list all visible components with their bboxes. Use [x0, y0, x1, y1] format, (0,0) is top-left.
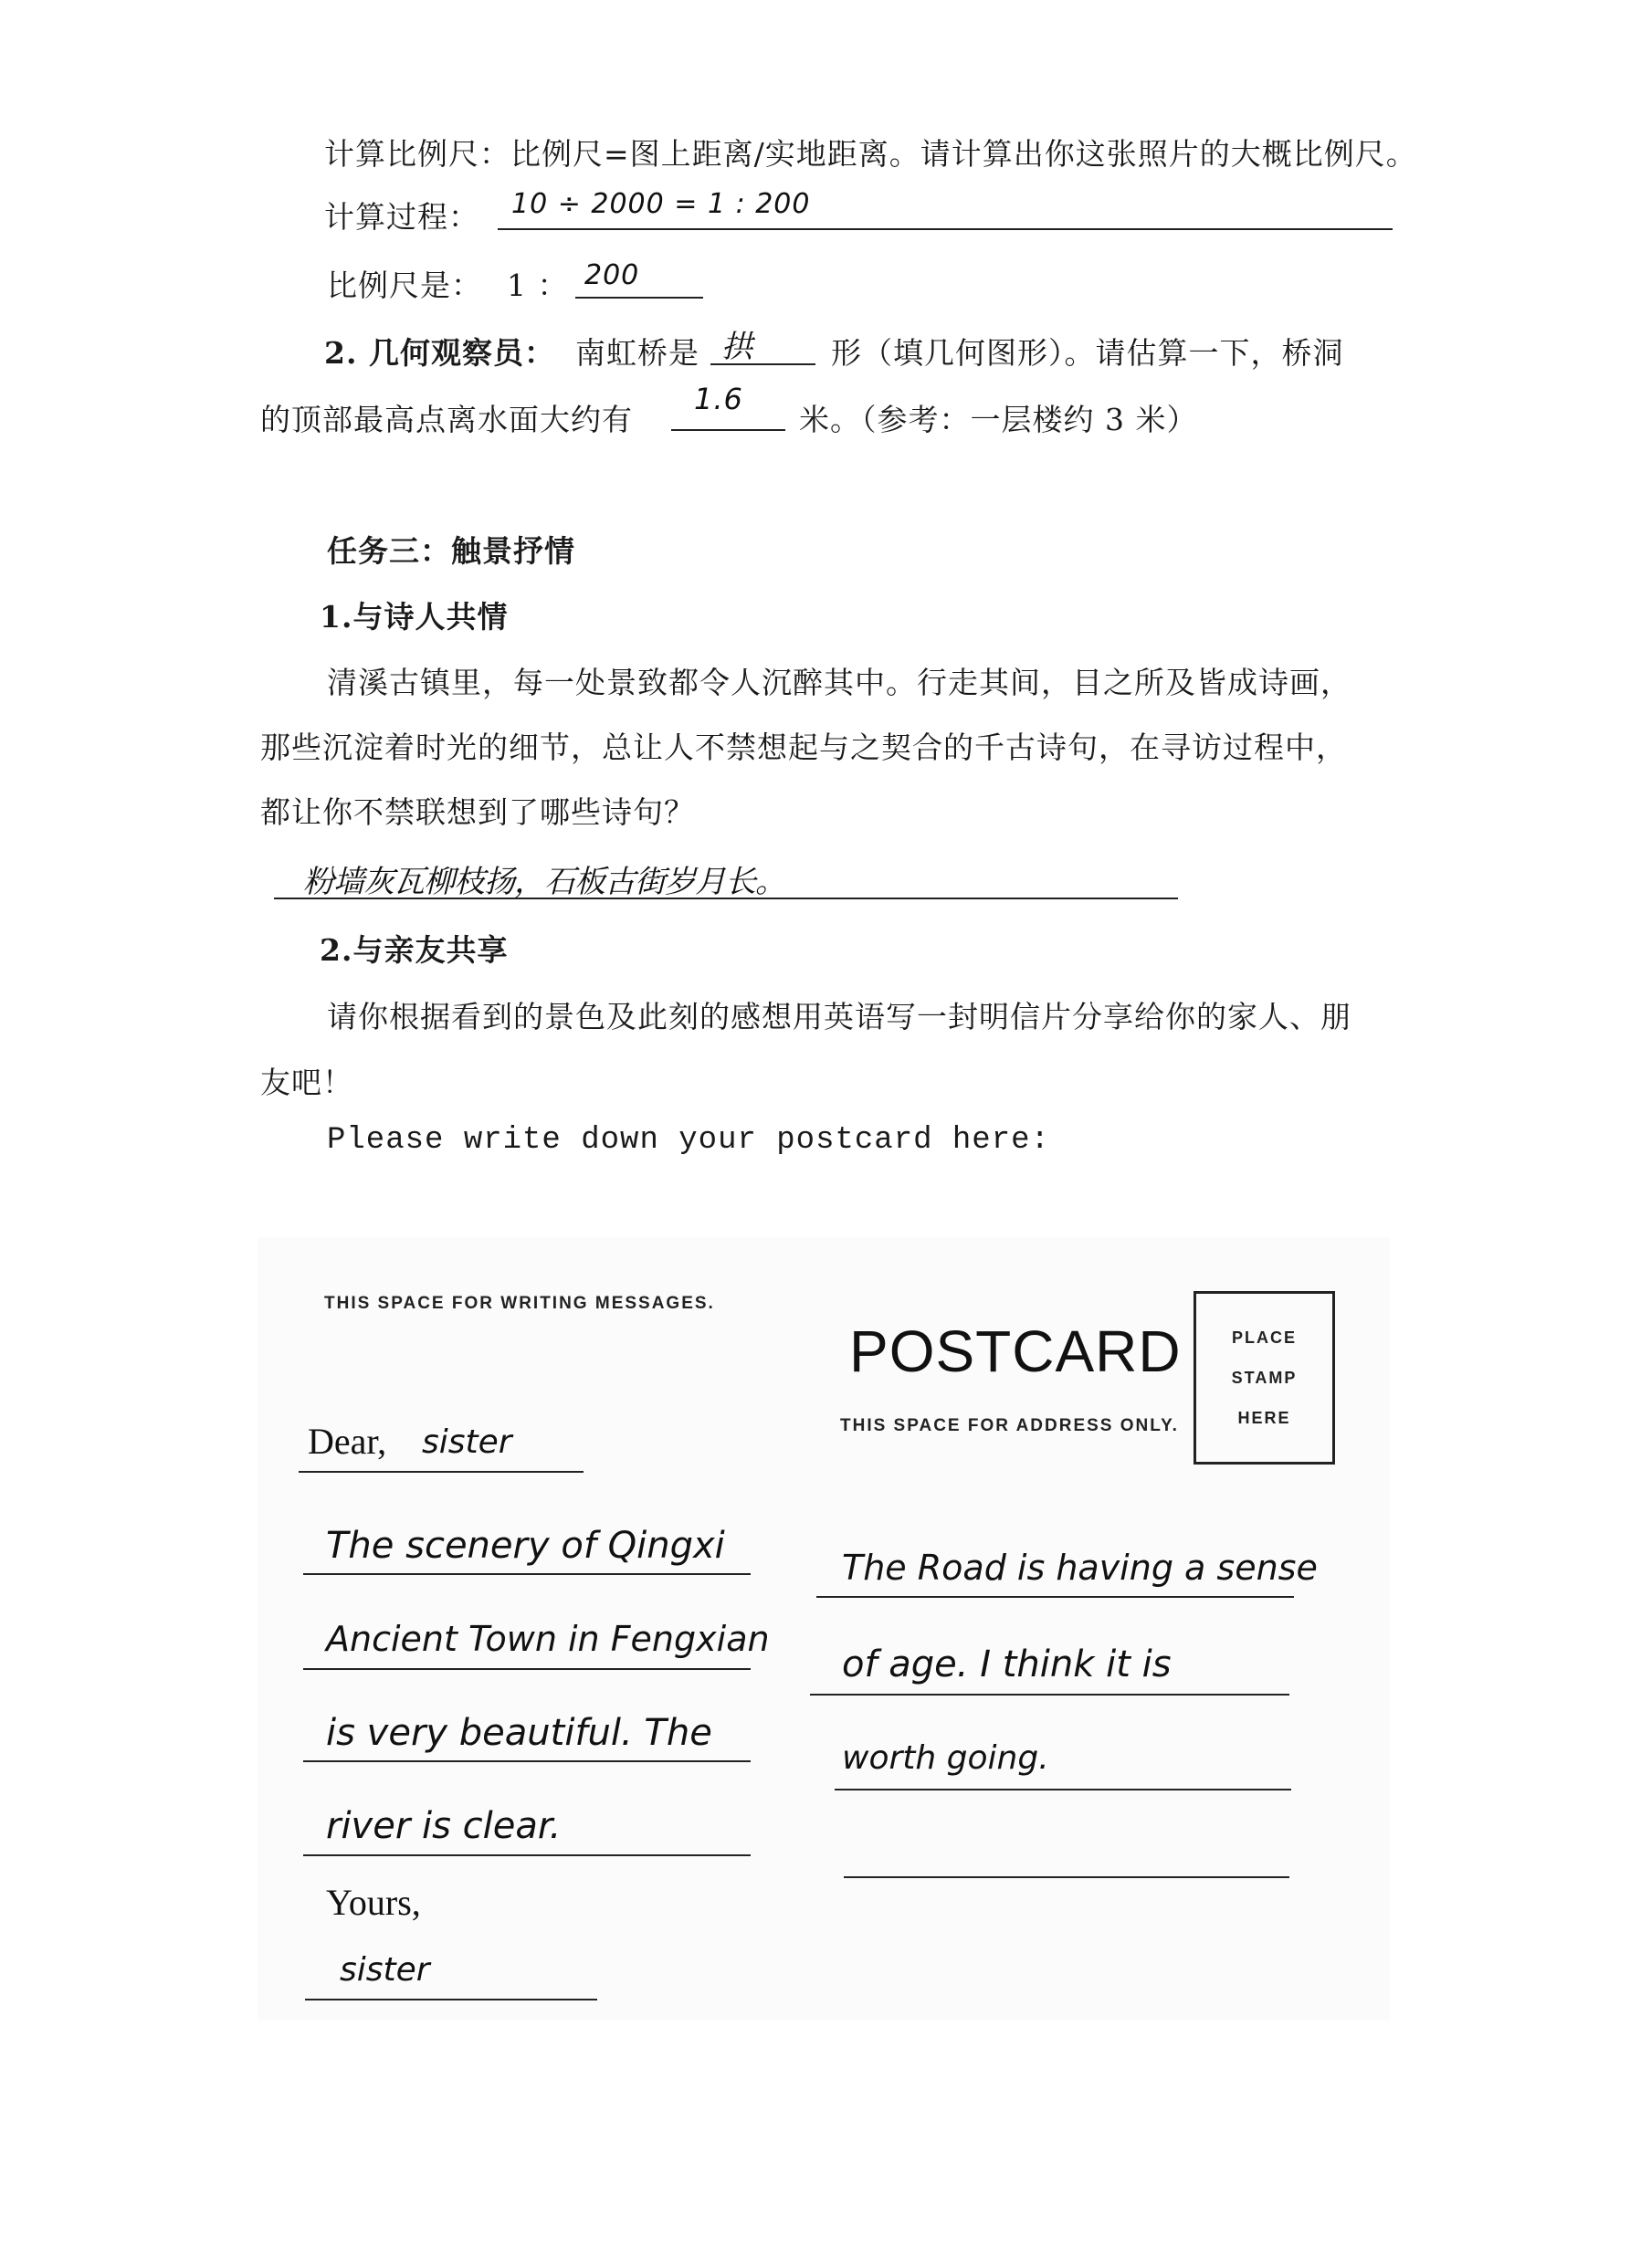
left-line-4: river is clear. — [326, 1805, 562, 1847]
calc-answer: 10 ÷ 2000 = 1 : 200 — [511, 188, 811, 220]
para1-line2: 那些沉淀着时光的细节，总让人不禁想起与之契合的千古诗句，在寻访过程中， — [260, 730, 1347, 765]
geo-height-line — [671, 429, 785, 431]
para2-line1: 请你根据看到的景色及此刻的感想用英语写一封明信片分享给你的家人、朋 — [327, 999, 1351, 1034]
scale-answer-line — [575, 297, 703, 299]
scale-prefix: 1 ： — [507, 268, 569, 303]
scale-intro-text: 计算比例尺：比例尺=图上距离/实地距离。请计算出你这张照片的大概比例尺。 — [324, 136, 1417, 172]
para1-line3: 都让你不禁联想到了哪些诗句？ — [260, 794, 695, 830]
stamp-box — [1194, 1291, 1335, 1465]
closing: Yours, — [326, 1882, 421, 1923]
left-rule-3 — [303, 1760, 751, 1762]
signature: sister — [340, 1951, 430, 1989]
postcard-title: POSTCARD — [849, 1318, 1182, 1384]
geo-text-2: 形（填几何图形）。请估算一下，桥洞 — [831, 335, 1344, 371]
message-space-label: THIS SPACE FOR WRITING MESSAGES. — [324, 1294, 715, 1313]
calc-label: 计算过程： — [324, 199, 479, 235]
left-line-3: is very beautiful. The — [326, 1712, 712, 1754]
stamp-line-2: STAMP — [1231, 1369, 1298, 1387]
calc-answer-line — [498, 228, 1393, 230]
geo-height-answer: 1.6 — [694, 382, 743, 416]
poem-answer-line — [274, 898, 1178, 899]
right-line-2: of age. I think it is — [842, 1643, 1172, 1685]
left-line-2: Ancient Town in Fengxian — [326, 1619, 770, 1659]
geo-line2-text-2: 米。（参考：一层楼约 3 米） — [799, 402, 1198, 437]
stamp-line-1: PLACE — [1231, 1328, 1297, 1347]
sub1-title: 1.与诗人共情 — [320, 599, 509, 635]
geo-line2-text-1: 的顶部最高点离水面大约有 — [260, 402, 633, 437]
geo-shape-answer: 拱 — [721, 329, 753, 365]
right-line-1: The Road is having a sense — [842, 1548, 1318, 1588]
signature-line — [305, 1999, 597, 2000]
stamp-line-3: HERE — [1237, 1409, 1291, 1427]
right-rule-2 — [810, 1694, 1289, 1696]
sub2-title: 2.与亲友共享 — [320, 932, 509, 968]
address-space-label: THIS SPACE FOR ADDRESS ONLY. — [840, 1416, 1179, 1435]
greeting-line — [299, 1471, 584, 1473]
geo-heading: 2. 几何观察员： — [324, 335, 555, 371]
right-rule-4 — [844, 1876, 1289, 1878]
postcard-prompt: Please write down your postcard here: — [327, 1123, 1050, 1158]
scale-label: 比例尺是： — [327, 268, 482, 303]
left-line-1: The scenery of Qingxi — [326, 1525, 725, 1567]
left-rule-4 — [303, 1854, 751, 1856]
task3-title: 任务三：触景抒情 — [327, 533, 575, 569]
greeting: Dear, — [308, 1421, 387, 1462]
right-rule-3 — [835, 1789, 1291, 1790]
para2-line2: 友吧！ — [260, 1065, 353, 1100]
left-rule-1 — [303, 1573, 751, 1575]
left-rule-2 — [303, 1668, 751, 1670]
para1-line1: 清溪古镇里，每一处景致都令人沉醉其中。行走其间，目之所及皆成诗画， — [327, 665, 1351, 700]
scale-answer: 200 — [584, 259, 640, 291]
right-line-3: worth going. — [842, 1739, 1049, 1777]
geo-text-1: 南虹桥是 — [575, 335, 699, 371]
poem-answer: 粉墙灰瓦柳枝扬，石板古街岁月长。 — [303, 864, 785, 900]
postcard — [258, 1237, 1390, 2021]
greeting-name: sister — [422, 1423, 512, 1461]
geo-shape-line — [710, 363, 815, 365]
right-rule-1 — [816, 1596, 1294, 1598]
